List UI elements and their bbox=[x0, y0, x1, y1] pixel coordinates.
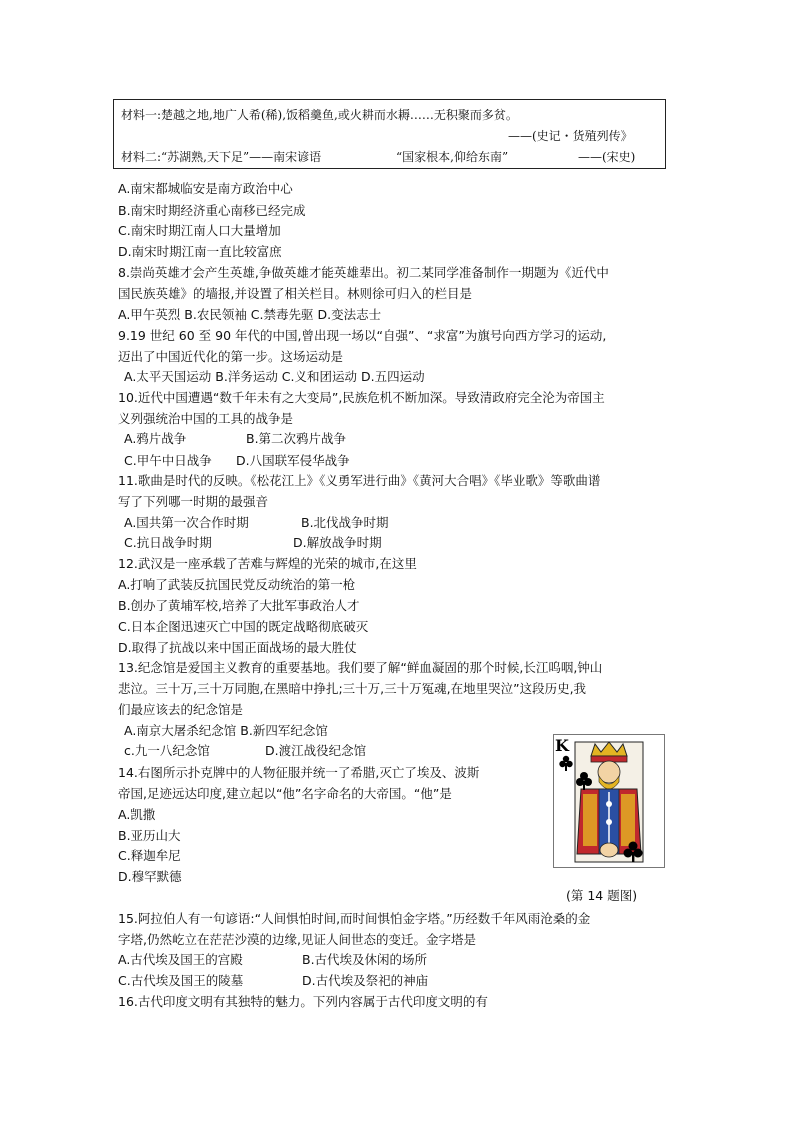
q11-option-b: B.北伐战争时期 bbox=[301, 515, 389, 530]
q15-stem-line1: 15.阿拉伯人有一句谚语:“人间惧怕时间,而时间惧怕金字塔。”历经数千年风雨沧桑的金 bbox=[118, 911, 591, 926]
q14-option-b: B.亚历山大 bbox=[118, 828, 181, 843]
q9-options: A.太平天国运动 B.洋务运动 C.义和团运动 D.五四运动 bbox=[124, 369, 425, 384]
q11-stem-line1: 11.歌曲是时代的反映。《松花江上》《义勇军进行曲》《黄河大合唱》《毕业歌》等歌曲谱 bbox=[118, 473, 601, 488]
q15-option-c: C.古代埃及国王的陵墓 bbox=[118, 973, 244, 988]
q15-options-row1 bbox=[118, 950, 427, 970]
q14-stem-line2: 帝国,足迹远达印度,建立起以“他”名字命名的大帝国。“他”是 bbox=[118, 786, 452, 801]
q15-option-d: D.古代埃及祭祀的神庙 bbox=[302, 973, 429, 988]
card-rank-letter: K bbox=[555, 736, 569, 755]
q13-options-row2 bbox=[124, 741, 366, 761]
q11-options-row2 bbox=[124, 533, 382, 553]
q13-option-d: D.渡江战役纪念馆 bbox=[265, 743, 367, 758]
q11-option-a: A.国共第一次合作时期 bbox=[124, 515, 249, 530]
q7-option-c: C.南宋时期江南人口大量增加 bbox=[118, 223, 281, 238]
q10-option-c: C.甲午中日战争 bbox=[124, 453, 212, 468]
q10-option-d: D.八国联军侵华战争 bbox=[236, 453, 350, 468]
figure-caption: (第 14 题图) bbox=[566, 888, 638, 903]
q10-option-b: B.第二次鸦片战争 bbox=[246, 431, 347, 446]
q15-options-row2 bbox=[118, 971, 428, 991]
q13-stem-line2: 悲泣。三十万,三十万同胞,在黑暗中挣扎;三十万,三十万冤魂,在地里哭泣”这段历史,我 bbox=[118, 681, 587, 696]
q10-stem-line2: 义列强统治中国的工具的战争是 bbox=[118, 411, 294, 426]
q15-option-a: A.古代埃及国王的宫殿 bbox=[118, 952, 243, 967]
q10-option-a: A.鸦片战争 bbox=[124, 431, 187, 446]
q8-stem-line2: 国民族英雄》的墙报,并设置了相关栏目。林则徐可归入的栏目是 bbox=[118, 286, 472, 301]
material-two-quote: “国家根本,仰给东南” bbox=[396, 150, 509, 164]
q11-options-row1 bbox=[124, 513, 389, 533]
q14-option-a: A.凯撒 bbox=[118, 807, 156, 822]
q8-options: A.甲午英烈 B.农民领袖 C.禁毒先驱 D.变法志士 bbox=[118, 307, 382, 322]
q13-stem-line1: 13.纪念馆是爱国主义教育的重要基地。我们要了解“鲜血凝固的那个时候,长江呜咽,钟山 bbox=[118, 660, 603, 675]
q8-stem-line1: 8.崇尚英雄才会产生英雄,争做英雄才能英雄辈出。初二某同学准备制作一期题为《近代中 bbox=[118, 265, 609, 280]
q12-option-d: D.取得了抗战以来中国正面战场的最大胜仗 bbox=[118, 640, 357, 655]
q9-stem-line1: 9.19 世纪 60 至 90 年代的中国,曾出现一场以“自强”、“求富”为旗号向西方学习的运动, bbox=[118, 328, 607, 343]
q10-stem-line1: 10.近代中国遭遇“数千年未有之大变局”,民族危机不断加深。导致清政府完全沦为帝国主 bbox=[118, 390, 605, 405]
material-one-text: 材料一:楚越之地,地广人希(稀),饭稻羹鱼,或火耕而水耨……无积聚而多贫。 bbox=[121, 108, 518, 122]
q9-stem-line2: 迈出了中国近代化的第一步。这场运动是 bbox=[118, 349, 344, 364]
q13-stem-line3: 们最应该去的纪念馆是 bbox=[118, 702, 244, 717]
q11-option-d: D.解放战争时期 bbox=[293, 535, 382, 550]
material-two-source: ——(宋史) bbox=[578, 150, 636, 164]
king-of-clubs-card-image bbox=[553, 734, 665, 868]
q15-option-b: B.古代埃及休闲的场所 bbox=[302, 952, 428, 967]
q13-options-row1: A.南京大屠杀纪念馆 B.新四军纪念馆 bbox=[124, 723, 328, 738]
q7-option-a: A.南宋都城临安是南方政治中心 bbox=[118, 181, 293, 196]
q11-option-c: C.抗日战争时期 bbox=[124, 535, 212, 550]
q7-option-b: B.南宋时期经济重心南移已经完成 bbox=[118, 203, 306, 218]
q16-stem: 16.古代印度文明有其独特的魅力。下列内容属于古代印度文明的有 bbox=[118, 994, 488, 1009]
q12-stem: 12.武汉是一座承载了苦难与辉煌的光荣的城市,在这里 bbox=[118, 556, 417, 571]
q12-option-b: B.创办了黄埔军校,培养了大批军事政治人才 bbox=[118, 598, 360, 613]
material-two-proverb: 材料二:“苏湖熟,天下足”——南宋谚语 bbox=[121, 150, 322, 164]
q15-stem-line2: 字塔,仍然屹立在茫茫沙漠的边缘,见证人间世态的变迁。金字塔是 bbox=[118, 932, 476, 947]
q10-options-row1 bbox=[124, 429, 346, 449]
material-one-source: ——(史记・货殖列传》 bbox=[508, 129, 633, 143]
material-box bbox=[113, 99, 666, 169]
q11-stem-line2: 写了下列哪一时期的最强音 bbox=[118, 494, 269, 509]
q14-stem-line1: 14.右图所示扑克牌中的人物征服并统一了希腊,灭亡了埃及、波斯 bbox=[118, 765, 480, 780]
q12-option-c: C.日本企图迅速灭亡中国的既定战略彻底破灭 bbox=[118, 619, 369, 634]
q14-option-d: D.穆罕默德 bbox=[118, 869, 182, 884]
q12-option-a: A.打响了武装反抗国民党反动统治的第一枪 bbox=[118, 577, 356, 592]
q7-option-d: D.南宋时期江南一直比较富庶 bbox=[118, 244, 282, 259]
q10-options-row2 bbox=[124, 451, 350, 471]
q14-option-c: C.释迦牟尼 bbox=[118, 848, 181, 863]
q13-option-c: c.九一八纪念馆 bbox=[124, 743, 210, 758]
